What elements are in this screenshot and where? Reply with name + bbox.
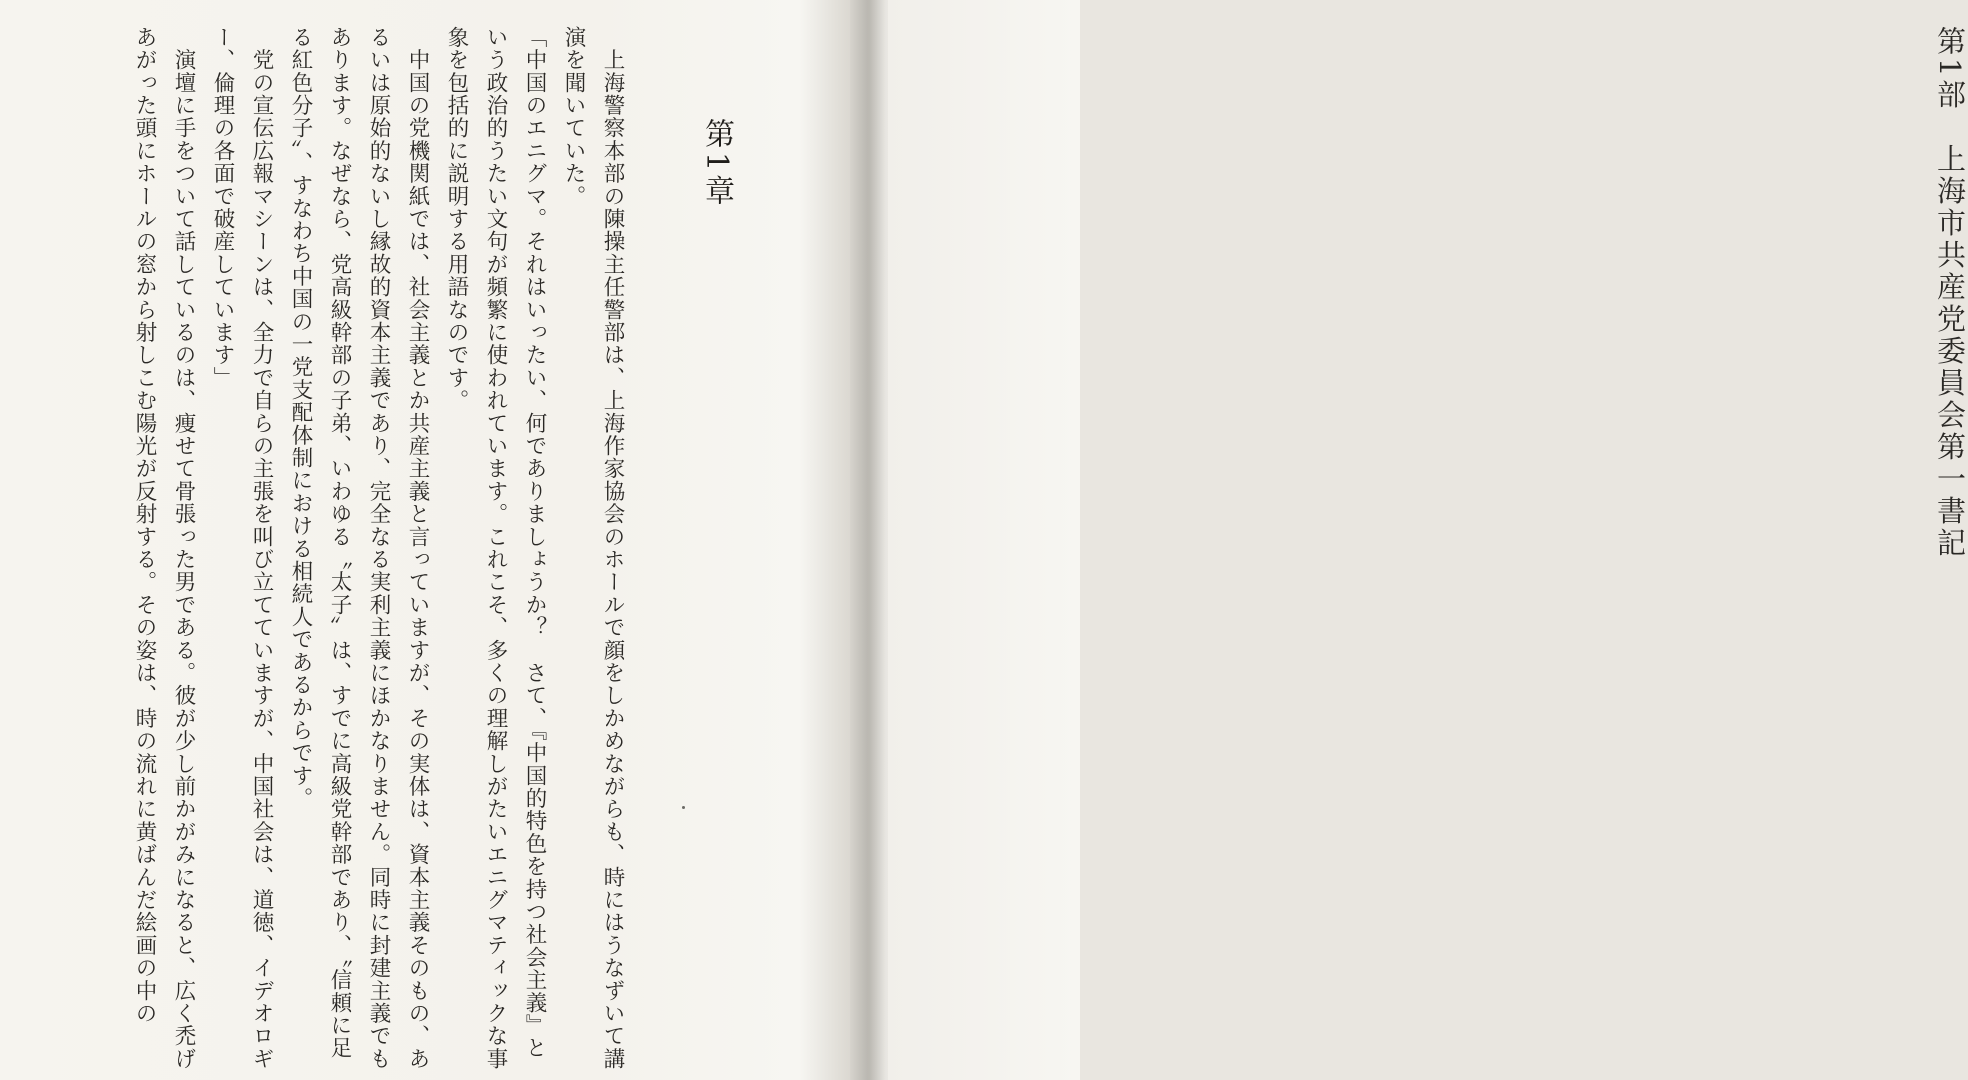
paper-speck (682, 806, 685, 809)
chapter-heading: 第1章 (699, 118, 734, 210)
paragraph: 中国の党機関紙では、社会主義とか共産主義と言っていますが、その実体は、資本主義そのもの、あるいは原始的ないし縁故的資本主義であり、完全なる実利主義にほかなりません。同時に封建主義でもあります。なぜなら、党高級幹部の子弟、いわゆる〝太子〟は、すでに高級党幹部であり、〝信頼に足る紅色分子〟、すなわち中国の一党支配体制における相続人であるからです。 (288, 26, 430, 1071)
left-page (0, 0, 850, 1080)
paragraph: 上海警察本部の陳操主任警部は、上海作家協会のホールで顔をしかめながらも、時にはうなずいて講演を聞いていた。 (561, 26, 625, 1071)
running-head: 第1部 上海市共産党委員会第一書記 (1933, 26, 1967, 560)
body-text (125, 26, 632, 1076)
book-gutter (850, 0, 888, 1080)
right-page (888, 0, 1967, 1080)
paragraph: 演壇に手をついて話しているのは、痩せて骨張った男である。彼が少し前かがみになると、広く禿げあがった頭にホールの窓から射しこむ陽光が反射する。その姿は、時の流れに黄ばんだ絵画の中の (132, 26, 196, 1071)
paragraph: 「中国のエニグマ。それはいったい、何でありましょうか？ さて、『中国的特色を持つ社会主義』という政治的うたい文句が頻繁に使われています。これこそ、多くの理解しがたいエニグマティックな事象を包括的に説明する用語なのです。 (444, 26, 547, 1071)
paragraph: 党の宣伝広報マシーンは、全力で自らの主張を叫び立てていますが、中国社会は、道徳、イデオロギー、倫理の各面で破産しています」 (210, 26, 274, 1071)
